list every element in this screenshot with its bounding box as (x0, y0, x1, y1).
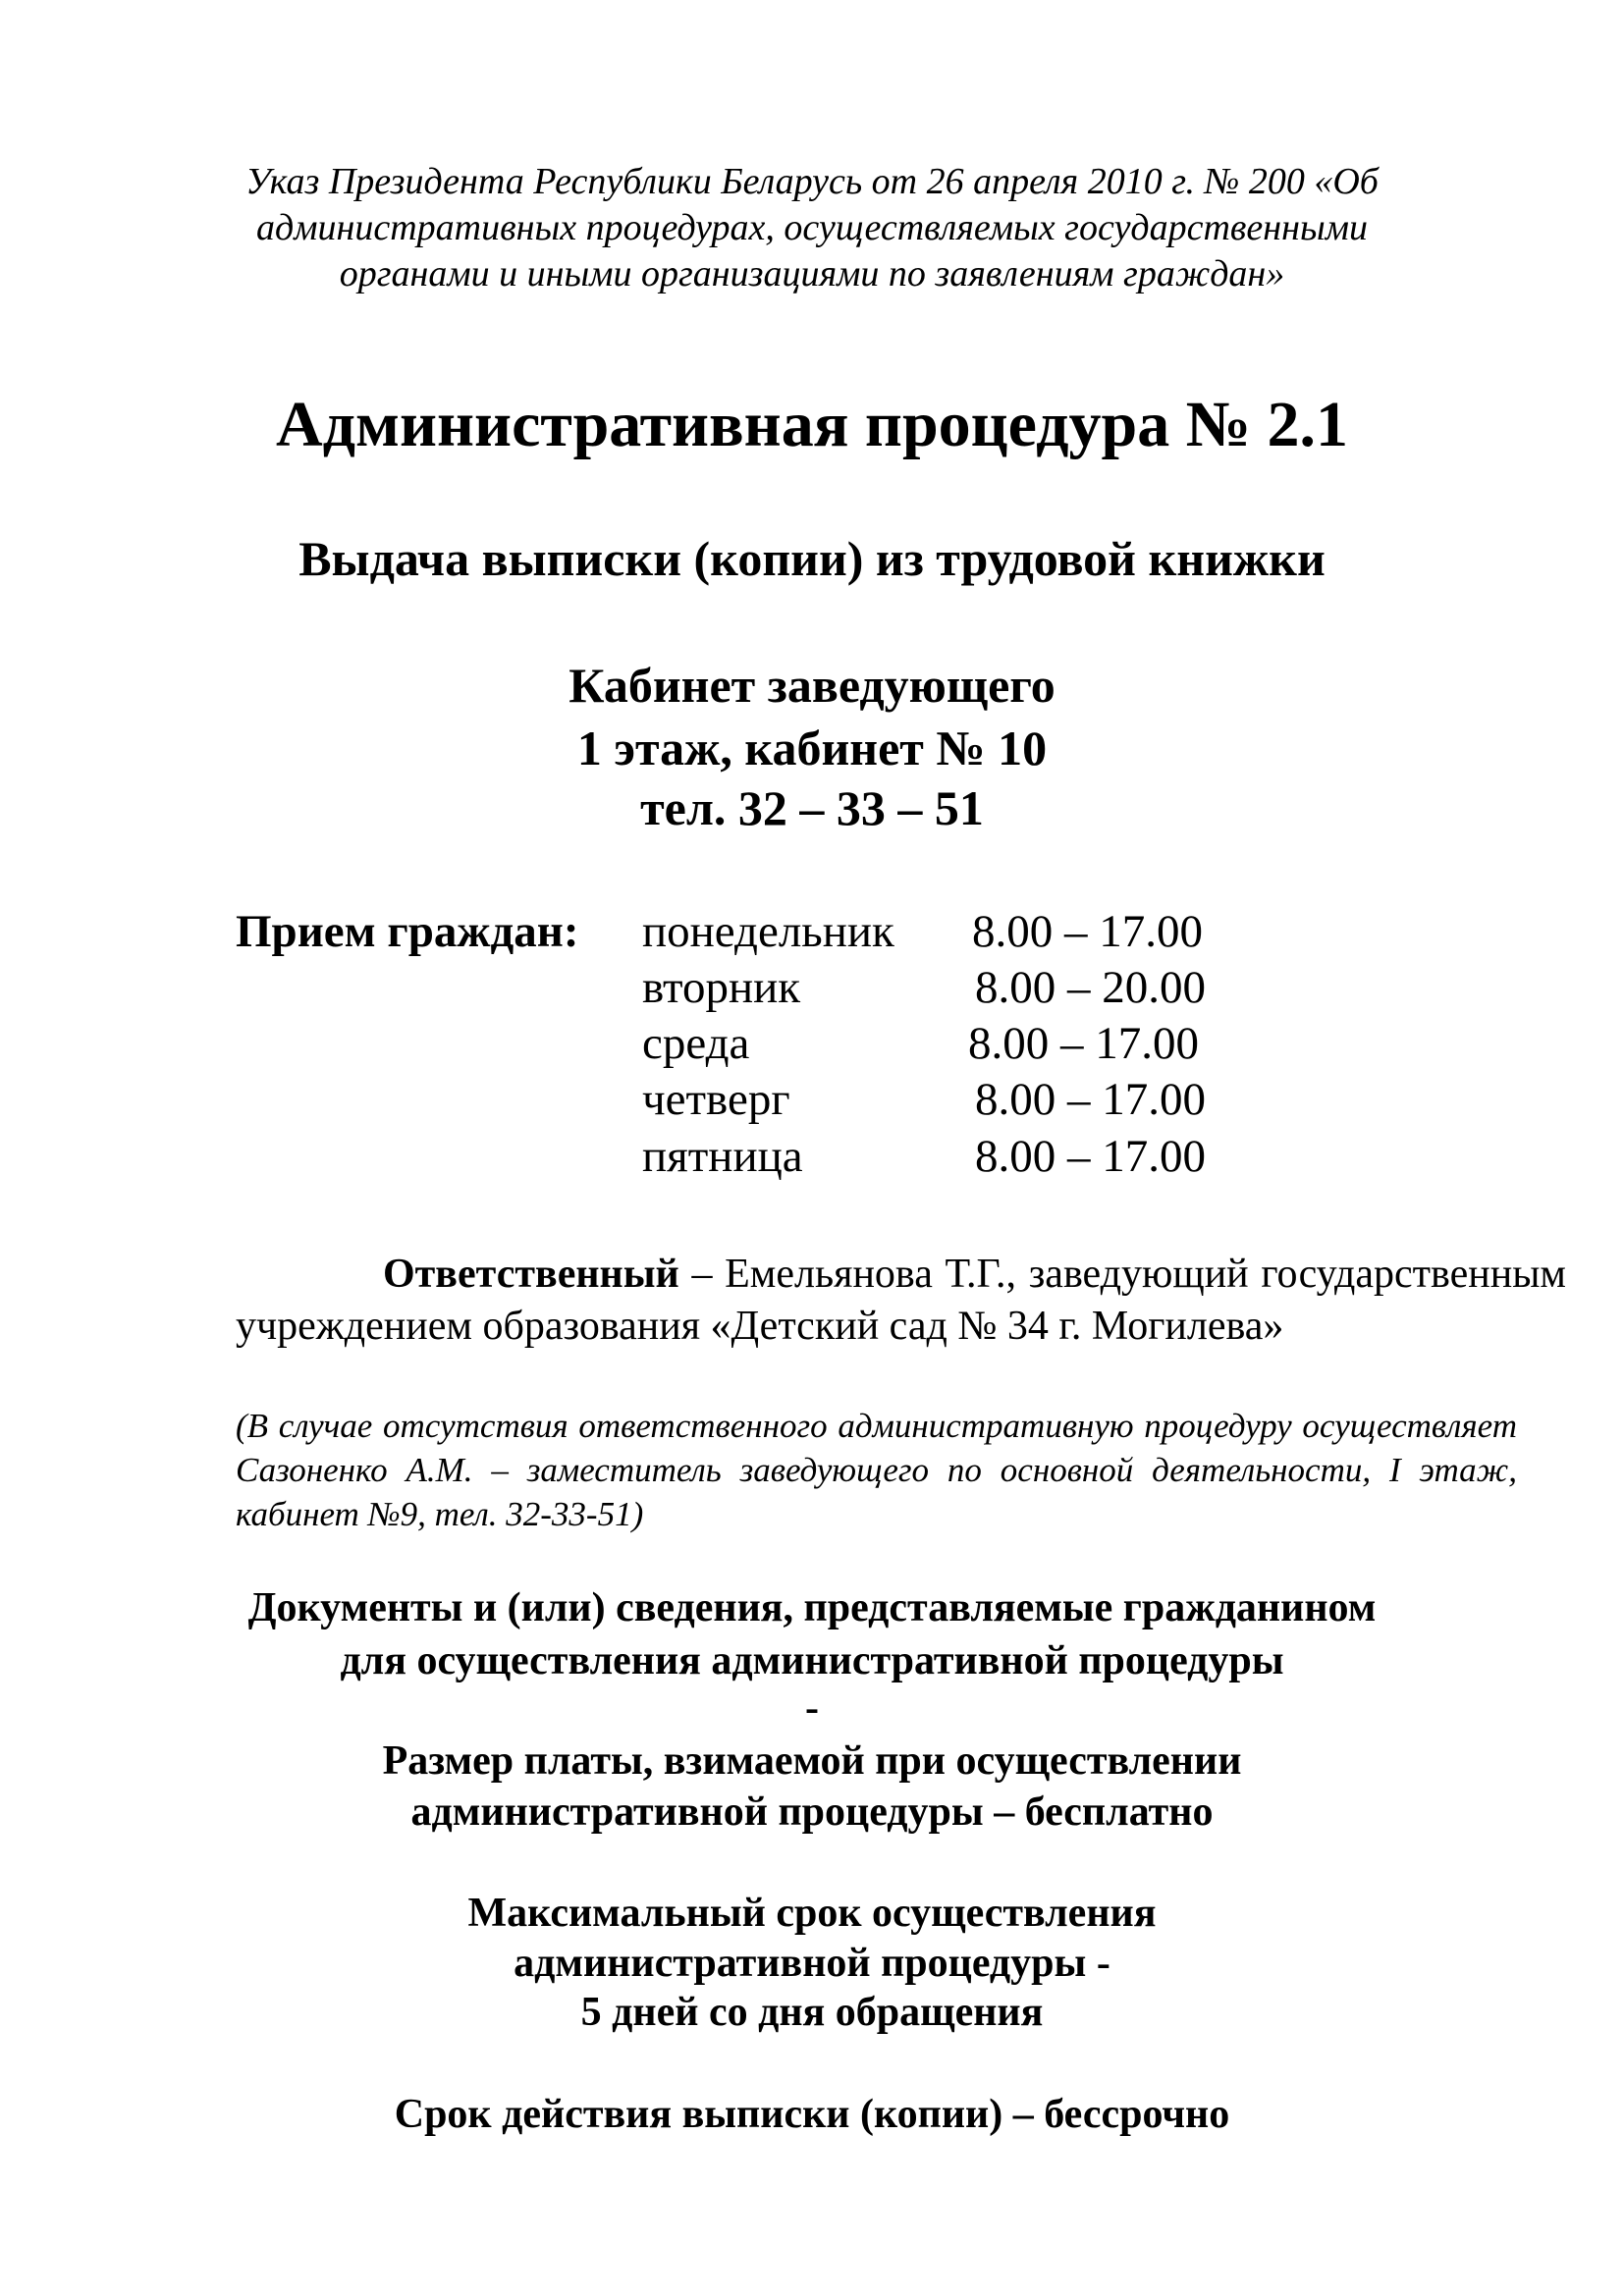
term-line-2: административной процедуры - (514, 1941, 1110, 1986)
schedule-hours: 8.00 – 17.00 (975, 1074, 1206, 1125)
schedule-hours: 8.00 – 17.00 (968, 1018, 1199, 1069)
schedule-day: четверг (642, 1074, 790, 1125)
fee-line-1: Размер платы, взимаемой при осуществлении (382, 1738, 1242, 1784)
decree-line-3: органами и иными организациями по заявлениям граждан» (339, 253, 1285, 294)
documents-line-1: Документы и (или) сведения, представляемые гражданином (247, 1585, 1377, 1630)
page-title: Административная процедура № 2.1 (275, 389, 1349, 460)
substitute-note: (В случае отсутствия ответственного административную процедуру осуществляет Сазоненко А.М. – заместитель заведующего по основной деятельности, I этаж, кабинет №9, тел. 32-33-51) (236, 1407, 1517, 1533)
schedule-hours: 8.00 – 17.00 (972, 906, 1203, 957)
office-phone: тел. 32 – 33 – 51 (640, 780, 984, 835)
decree-line-1: Указ Президента Республики Беларусь от 26 апреля 2010 г. № 200 «Об (245, 161, 1379, 202)
office-location: 1 этаж, кабинет № 10 (576, 721, 1048, 775)
schedule-day: вторник (642, 962, 801, 1013)
schedule-day: понедельник (642, 906, 894, 957)
responsible-text: – Емельянова Т.Г., заведующий государственным учреждением образования «Детский сад № 34 г. Могилева» (236, 1252, 1566, 1349)
documents-value: - (805, 1685, 819, 1731)
documents-line-2: для осуществления административной процедуры (340, 1638, 1284, 1683)
schedule-hours: 8.00 – 20.00 (975, 962, 1206, 1013)
responsible-person (236, 1249, 1566, 1353)
schedule-hours: 8.00 – 17.00 (975, 1131, 1206, 1182)
term-line-1: Максимальный срок осуществления (467, 1891, 1157, 1936)
page-subtitle: Выдача выписки (копии) из трудовой книжки (298, 531, 1326, 586)
schedule-label: Прием граждан: (236, 906, 579, 957)
schedule-day: пятница (642, 1131, 803, 1182)
term-line-3: 5 дней со дня обращения (580, 1990, 1044, 2035)
fee-line-2: административной процедуры – бесплатно (410, 1789, 1214, 1835)
schedule-day: среда (642, 1018, 750, 1069)
office-name: Кабинет заведующего (568, 658, 1056, 713)
decree-line-2: административных процедурах, осуществляемых государственными (256, 207, 1368, 248)
responsible-label: Ответственный (383, 1252, 679, 1297)
validity-line: Срок действия выписки (копии) – бессрочно (394, 2092, 1230, 2137)
